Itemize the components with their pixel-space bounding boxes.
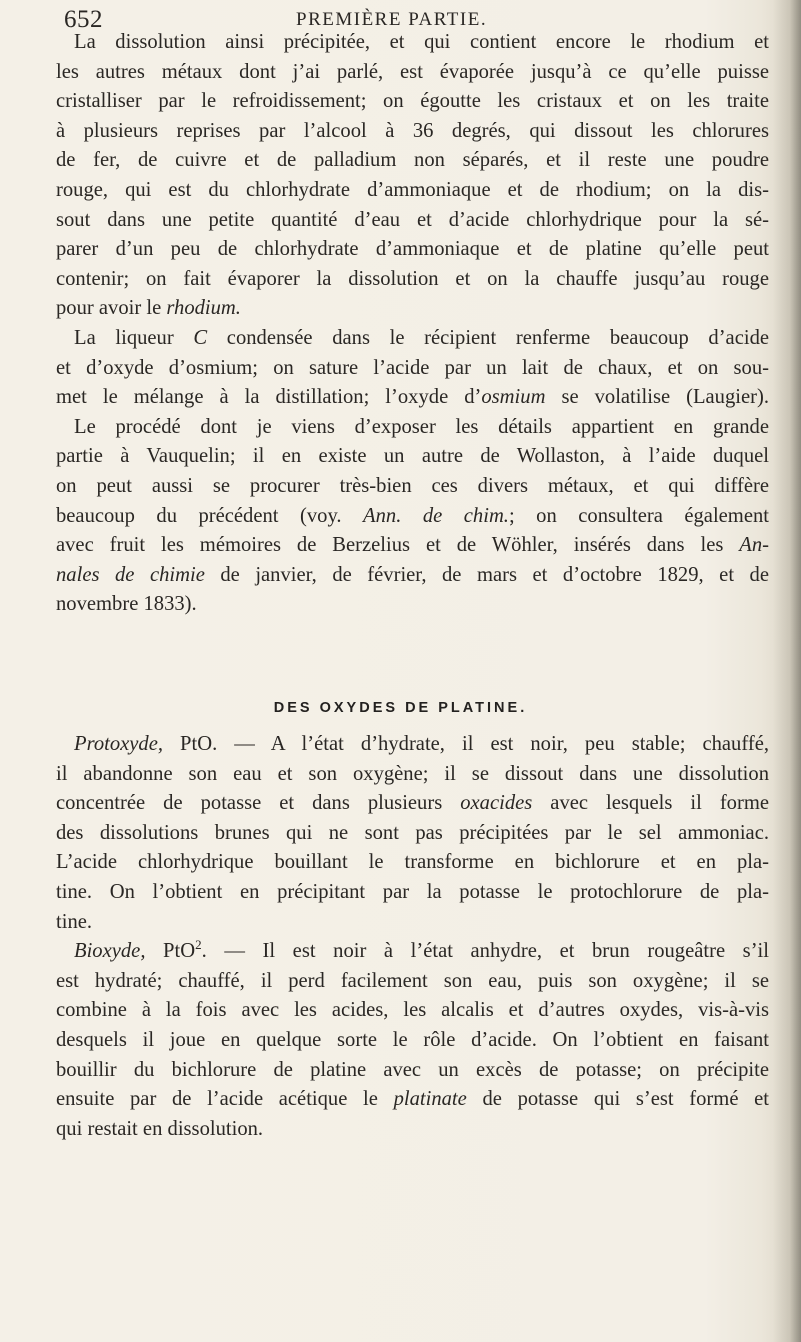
text-line: [56, 531, 769, 561]
text-line: desquels il joue en quelque sorte le rôle d’acide. On l’obtient en faisant: [56, 1028, 769, 1051]
text-line: [56, 294, 769, 324]
text-run: de janvier, de février, de mars et d’octobre 1829, et de: [204, 563, 769, 586]
italic-term: Bioxyde,: [74, 940, 146, 963]
text-line: les autres métaux dont j’ai parlé, est évaporée jusqu’à ce qu’elle puisse: [56, 60, 769, 83]
text-run: pour avoir le: [56, 297, 167, 320]
paragraph-wollaston: [56, 413, 769, 620]
text-line: tine. On l’obtient en précipitant par la potasse le protochlorure de pla-: [56, 880, 769, 903]
italic-citation: An-: [739, 534, 769, 557]
text-run: avec lesquels il forme: [532, 792, 769, 815]
text-line: Le procédé dont je viens d’exposer les détails appartient en grande: [74, 415, 769, 438]
text-line: La dissolution ainsi précipitée, et qui contient encore le rhodium et: [74, 31, 769, 53]
text-line: partie à Vauquelin; il en existe un autre de Wollaston, à l’aide duquel: [56, 445, 769, 468]
italic-term: Protoxyde,: [74, 733, 164, 755]
text-line: [56, 1085, 769, 1115]
text-line: il abandonne son eau et son oxygène; il se dissout dans une dissolution: [56, 762, 769, 785]
text-line: qui restait en dissolution.: [56, 1117, 264, 1140]
text-line: L’acide chlorhydrique bouillant le transforme en bichlorure et en pla-: [56, 851, 769, 874]
text-line: cristalliser par le refroidissement; on égoutte les cristaux et on les traite: [56, 90, 769, 113]
italic-term: rhodium.: [166, 297, 241, 320]
text-run: PtO: [145, 940, 196, 963]
italic-term: platinate: [393, 1088, 467, 1111]
text-line: rouge, qui est du chlorhydrate d’ammoniaque et de rhodium; on la dis-: [56, 178, 769, 201]
text-line: des dissolutions brunes qui ne sont pas précipitées par le sel ammoniac.: [56, 821, 769, 844]
paragraph-osmium: [56, 324, 769, 413]
text-line: [56, 502, 769, 532]
paragraph-protoxyde: [56, 730, 769, 937]
text-run: met le mélange à la distillation; l’oxyde d’: [56, 386, 482, 409]
italic-term: oxacides: [460, 792, 533, 815]
text-line: combine à la fois avec les acides, les alcalis et d’autres oxydes, vis-à-vis: [56, 999, 769, 1022]
italic-citation: nales de chimie: [56, 563, 205, 586]
italic-term: C: [193, 326, 208, 349]
text-run: avec fruit les mémoires de Berzelius et de Wöhler, insérés dans les: [56, 534, 740, 557]
text-line: est hydraté; chauffé, il perd facilement son eau, puis son oxygène; il se: [56, 969, 769, 992]
text-block-lower: [56, 730, 769, 1144]
text-line: [56, 789, 769, 819]
text-run: condensée dans le récipient renferme beaucoup d’acide: [207, 326, 770, 349]
text-run: ; on consultera également: [508, 504, 769, 527]
text-line: bouillir du bichlorure de platine avec un excès de potasse; on précipite: [56, 1058, 769, 1081]
text-run: ensuite par de l’acide acétique le: [56, 1088, 394, 1111]
text-run: concentrée de potasse et dans plusieurs: [56, 792, 461, 815]
italic-citation: Ann. de chim.: [363, 504, 509, 527]
text-line: [56, 324, 769, 354]
section-heading: DES OXYDES DE PLATINE.: [273, 700, 528, 716]
page-edge-shadow: [773, 0, 801, 1342]
text-run: . — Il est noir à l’état anhydre, et brun rougeâtre s’il: [201, 940, 769, 963]
text-line: [56, 383, 769, 413]
text-line: [56, 730, 769, 760]
text-run: beaucoup du précédent (voy.: [56, 504, 364, 527]
text-run: PtO. — A l’état d’hydrate, il est noir, peu stable; chauffé,: [163, 733, 769, 755]
page-number: 652: [64, 6, 103, 33]
text-run: La liqueur: [74, 326, 194, 349]
text-line: sout dans une petite quantité d’eau et d’acide chlorhydrique pour la sé-: [56, 208, 769, 231]
superscript: 2: [195, 937, 202, 953]
text-line: contenir; on fait évaporer la dissolution et on la chauffe jusqu’au rouge: [56, 267, 769, 290]
text-line: on peut aussi se procurer très-bien ces divers métaux, et qui diffère: [56, 474, 769, 497]
paragraph-bioxyde: [56, 937, 769, 1144]
text-line: novembre 1833).: [56, 593, 197, 616]
text-block-upper: [56, 28, 769, 620]
text-line: [56, 937, 769, 967]
text-run: de potasse qui s’est formé et: [466, 1088, 769, 1111]
text-line: [56, 561, 769, 591]
text-line: de fer, de cuivre et de palladium non séparés, et il reste une poudre: [56, 149, 769, 172]
italic-term: osmium: [481, 386, 546, 409]
text-line: à plusieurs reprises par l’alcool à 36 degrés, qui dissout les chlorures: [56, 119, 769, 142]
paragraph-rhodium: [56, 28, 769, 324]
text-run: se volatilise (Laugier).: [545, 386, 769, 409]
text-line: tine.: [56, 910, 93, 933]
text-line: parer d’un peu de chlorhydrate d’ammoniaque et de platine qu’elle peut: [56, 238, 769, 261]
running-section-title: PREMIÈRE PARTIE.: [296, 9, 488, 30]
text-line: et d’oxyde d’osmium; on sature l’acide par un lait de chaux, et on sou-: [56, 356, 769, 379]
